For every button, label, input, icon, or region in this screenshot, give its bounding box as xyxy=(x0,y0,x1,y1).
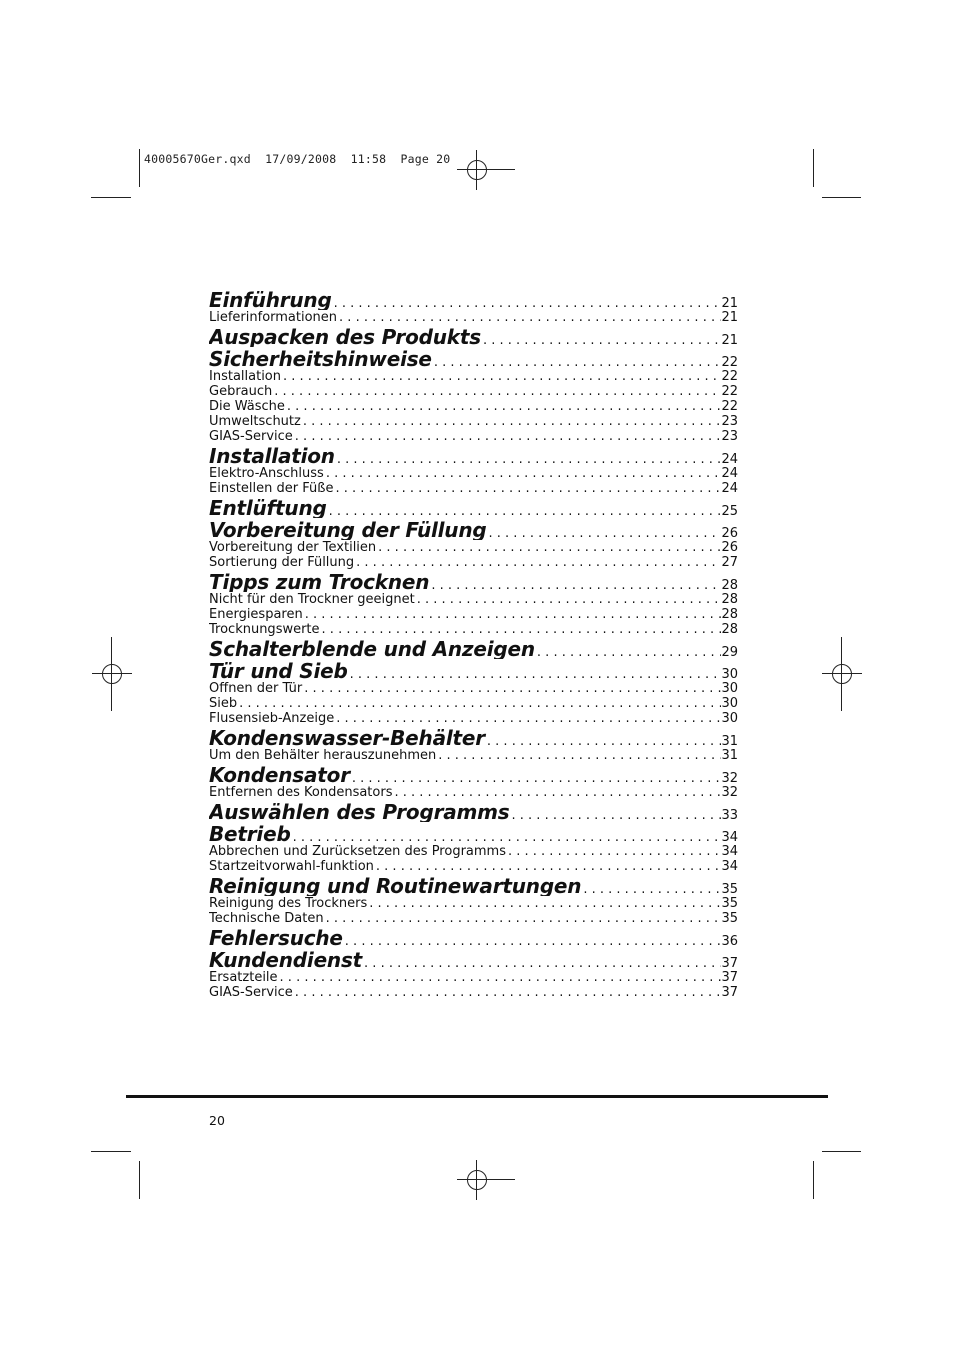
toc-entry-page: 24 xyxy=(721,452,738,466)
toc-leader-dots xyxy=(293,985,722,1000)
toc-entry-page: 30 xyxy=(721,667,738,681)
toc-entry-sub xyxy=(209,555,738,570)
toc-entry-page: 24 xyxy=(721,466,738,481)
toc-leader-dots xyxy=(291,830,722,844)
toc-entry-label: Fehlersuche xyxy=(209,926,343,948)
toc-entry-page: 23 xyxy=(721,429,738,444)
toc-entry-label: GIAS-Service xyxy=(209,429,293,444)
toc-leader-dots xyxy=(376,540,721,555)
toc-entry-page: 31 xyxy=(721,734,738,748)
toc-entry-label: Die Wäsche xyxy=(209,399,285,414)
toc-entry-sub xyxy=(209,414,738,429)
footer-rule xyxy=(126,1095,828,1098)
toc-entry-page: 21 xyxy=(721,296,738,310)
toc-entry-page: 35 xyxy=(721,911,738,926)
toc-entry-sub xyxy=(209,622,738,637)
toc-entry-page: 34 xyxy=(721,830,738,844)
toc-entry-main xyxy=(209,800,738,822)
toc-entry-sub xyxy=(209,399,738,414)
toc-leader-dots xyxy=(581,882,721,896)
toc-leader-dots xyxy=(333,481,721,496)
crop-mark-top-right-horizontal xyxy=(822,197,861,198)
toc-entry-main xyxy=(209,325,738,347)
registration-mark-right xyxy=(822,654,862,694)
toc-entry-label: Öffnen der Tür xyxy=(209,681,303,696)
toc-entry-label: Auspacken des Produkts xyxy=(209,325,481,347)
toc-entry-page: 25 xyxy=(721,504,738,518)
toc-entry-main xyxy=(209,288,738,310)
toc-entry-label: Vorbereitung der Füllung xyxy=(209,518,487,540)
toc-entry-main xyxy=(209,496,738,518)
toc-leader-dots xyxy=(302,681,721,696)
toc-entry-main xyxy=(209,948,738,970)
toc-entry-label: Sortierung der Füllung xyxy=(209,555,355,570)
toc-leader-dots xyxy=(237,696,721,711)
toc-entry-sub xyxy=(209,985,738,1000)
toc-entry-sub xyxy=(209,369,738,384)
toc-entry-page: 28 xyxy=(721,592,738,607)
toc-entry-main xyxy=(209,874,738,896)
toc-entry-page: 34 xyxy=(721,859,738,874)
toc-leader-dots xyxy=(374,859,722,874)
toc-entry-page: 31 xyxy=(721,748,738,763)
toc-entry-sub xyxy=(209,844,738,859)
toc-leader-dots xyxy=(278,970,722,985)
toc-entry-page: 24 xyxy=(721,481,738,496)
toc-entry-label: Trocknungswerte xyxy=(209,622,320,637)
toc-entry-label: Ersatzteile xyxy=(209,970,278,985)
toc-leader-dots xyxy=(281,369,721,384)
toc-entry-sub xyxy=(209,859,738,874)
toc-entry-page: 32 xyxy=(721,771,738,785)
toc-leader-dots xyxy=(432,355,722,369)
toc-entry-sub xyxy=(209,911,738,926)
toc-leader-dots xyxy=(392,785,721,800)
toc-entry-main xyxy=(209,822,738,844)
toc-entry-page: 30 xyxy=(721,696,738,711)
toc-leader-dots xyxy=(327,504,722,518)
toc-leader-dots xyxy=(343,934,722,948)
toc-leader-dots xyxy=(535,645,722,659)
crop-mark-bottom-right-horizontal xyxy=(822,1151,861,1152)
registration-mark-top xyxy=(457,150,497,190)
toc-entry-page: 23 xyxy=(721,414,738,429)
toc-entry-sub xyxy=(209,607,738,622)
toc-entry-page: 30 xyxy=(721,681,738,696)
toc-entry-sub xyxy=(209,592,738,607)
toc-leader-dots xyxy=(436,748,721,763)
toc-entry-label: Reinigung des Trockners xyxy=(209,896,368,911)
toc-entry-page: 34 xyxy=(721,844,738,859)
toc-leader-dots xyxy=(487,526,722,540)
toc-entry-page: 22 xyxy=(721,355,738,369)
toc-entry-page: 22 xyxy=(721,384,738,399)
toc-leader-dots xyxy=(506,844,721,859)
toc-entry-label: Sieb xyxy=(209,696,238,711)
toc-entry-label: Abbrechen und Zurücksetzen des Programms xyxy=(209,844,506,859)
toc-entry-label: Tipps zum Trocknen xyxy=(209,570,430,592)
toc-entry-label: Flusensieb-Anzeige xyxy=(209,711,335,726)
toc-entry-label: Technische Daten xyxy=(209,911,324,926)
toc-entry-page: 27 xyxy=(721,555,738,570)
toc-entry-label: Kundendienst xyxy=(209,948,363,970)
toc-entry-page: 22 xyxy=(721,399,738,414)
toc-leader-dots xyxy=(285,399,722,414)
toc-entry-main xyxy=(209,726,738,748)
toc-leader-dots xyxy=(348,667,722,681)
toc-entry-sub xyxy=(209,481,738,496)
toc-leader-dots xyxy=(415,592,722,607)
toc-entry-label: Gebrauch xyxy=(209,384,273,399)
toc-entry-label: Schalterblende und Anzeigen xyxy=(209,637,535,659)
toc-entry-label: Einstellen der Füße xyxy=(209,481,334,496)
toc-entry-label: Energiesparen xyxy=(209,607,303,622)
toc-entry-page: 28 xyxy=(721,607,738,622)
toc-entry-label: Kondenswasser-Behälter xyxy=(209,726,485,748)
toc-leader-dots xyxy=(334,711,721,726)
toc-entry-sub xyxy=(209,970,738,985)
toc-entry-sub xyxy=(209,466,738,481)
toc-entry-page: 33 xyxy=(721,808,738,822)
toc-entry-label: Entfernen des Kondensators xyxy=(209,785,393,800)
toc-entry-sub xyxy=(209,785,738,800)
toc-leader-dots xyxy=(301,414,722,429)
toc-entry-sub xyxy=(209,896,738,911)
toc-entry-page: 28 xyxy=(721,578,738,592)
toc-leader-dots xyxy=(362,956,721,970)
toc-entry-sub xyxy=(209,681,738,696)
toc-entry-label: Installation xyxy=(209,369,282,384)
toc-entry-label: GIAS-Service xyxy=(209,985,293,1000)
toc-entry-label: Umweltschutz xyxy=(209,414,301,429)
toc-leader-dots xyxy=(335,452,722,466)
toc-entry-label: Vorbereitung der Textilien xyxy=(209,540,377,555)
registration-mark-left xyxy=(92,654,132,694)
toc-leader-dots xyxy=(332,296,722,310)
toc-leader-dots xyxy=(354,555,721,570)
toc-leader-dots xyxy=(324,911,722,926)
toc-leader-dots xyxy=(337,310,721,325)
toc-entry-label: Installation xyxy=(209,444,335,466)
toc-entry-main xyxy=(209,763,738,785)
crop-mark-top-left-vertical xyxy=(139,149,140,187)
crop-mark-bottom-left-horizontal xyxy=(91,1151,131,1152)
toc-entry-page: 26 xyxy=(721,540,738,555)
toc-entry-sub xyxy=(209,748,738,763)
toc-entry-label: Lieferinformationen xyxy=(209,310,338,325)
toc-entry-label: Elektro-Anschluss xyxy=(209,466,324,481)
toc-entry-main xyxy=(209,637,738,659)
crop-mark-bottom-left-vertical xyxy=(139,1161,140,1199)
toc-entry-page: 36 xyxy=(721,934,738,948)
toc-entry-sub xyxy=(209,429,738,444)
toc-leader-dots xyxy=(293,429,722,444)
toc-entry-sub xyxy=(209,384,738,399)
toc-entry-main xyxy=(209,444,738,466)
print-slug: 40005670Ger.qxd 17/09/2008 11:58 Page 20 xyxy=(144,152,451,166)
toc-entry-label: Entlüftung xyxy=(209,496,327,518)
toc-entry-page: 37 xyxy=(721,956,738,970)
toc-leader-dots xyxy=(510,808,722,822)
toc-entry-main xyxy=(209,659,738,681)
crop-mark-top-left-horizontal xyxy=(91,197,131,198)
toc-entry-label: Einführung xyxy=(209,288,332,310)
toc-entry-main xyxy=(209,347,738,369)
table-of-contents xyxy=(209,288,738,1000)
toc-entry-sub xyxy=(209,310,738,325)
toc-entry-sub xyxy=(209,711,738,726)
toc-entry-page: 37 xyxy=(721,985,738,1000)
toc-entry-page: 37 xyxy=(721,970,738,985)
toc-leader-dots xyxy=(429,578,721,592)
page-number: 20 xyxy=(209,1113,225,1128)
toc-entry-main xyxy=(209,518,738,540)
toc-entry-label: Tür und Sieb xyxy=(209,659,348,681)
toc-leader-dots xyxy=(272,384,721,399)
toc-entry-page: 21 xyxy=(721,310,738,325)
toc-entry-label: Startzeitvorwahl-funktion xyxy=(209,859,374,874)
toc-leader-dots xyxy=(485,734,722,748)
toc-entry-page: 29 xyxy=(721,645,738,659)
registration-mark-bottom xyxy=(457,1160,497,1200)
toc-entry-label: Auswählen des Programms xyxy=(209,800,510,822)
toc-entry-page: 22 xyxy=(721,369,738,384)
toc-entry-page: 32 xyxy=(721,785,738,800)
toc-leader-dots xyxy=(350,771,722,785)
toc-entry-main xyxy=(209,926,738,948)
toc-leader-dots xyxy=(324,466,722,481)
toc-entry-main xyxy=(209,570,738,592)
toc-entry-page: 26 xyxy=(721,526,738,540)
toc-leader-dots xyxy=(367,896,721,911)
toc-entry-page: 21 xyxy=(721,333,738,347)
toc-entry-page: 35 xyxy=(721,896,738,911)
toc-entry-page: 30 xyxy=(721,711,738,726)
crop-mark-bottom-right-vertical xyxy=(813,1161,814,1199)
toc-entry-label: Sicherheitshinweise xyxy=(209,347,432,369)
toc-entry-label: Reinigung und Routinewartungen xyxy=(209,874,582,896)
toc-entry-page: 35 xyxy=(721,882,738,896)
toc-leader-dots xyxy=(303,607,722,622)
toc-leader-dots xyxy=(481,333,721,347)
toc-entry-label: Betrieb xyxy=(209,822,291,844)
toc-entry-label: Um den Behälter herauszunehmen xyxy=(209,748,437,763)
toc-entry-page: 28 xyxy=(721,622,738,637)
toc-entry-label: Nicht für den Trockner geeignet xyxy=(209,592,415,607)
crop-mark-top-right-vertical xyxy=(813,149,814,187)
toc-leader-dots xyxy=(320,622,722,637)
toc-entry-sub xyxy=(209,696,738,711)
toc-entry-sub xyxy=(209,540,738,555)
toc-entry-label: Kondensator xyxy=(209,763,350,785)
